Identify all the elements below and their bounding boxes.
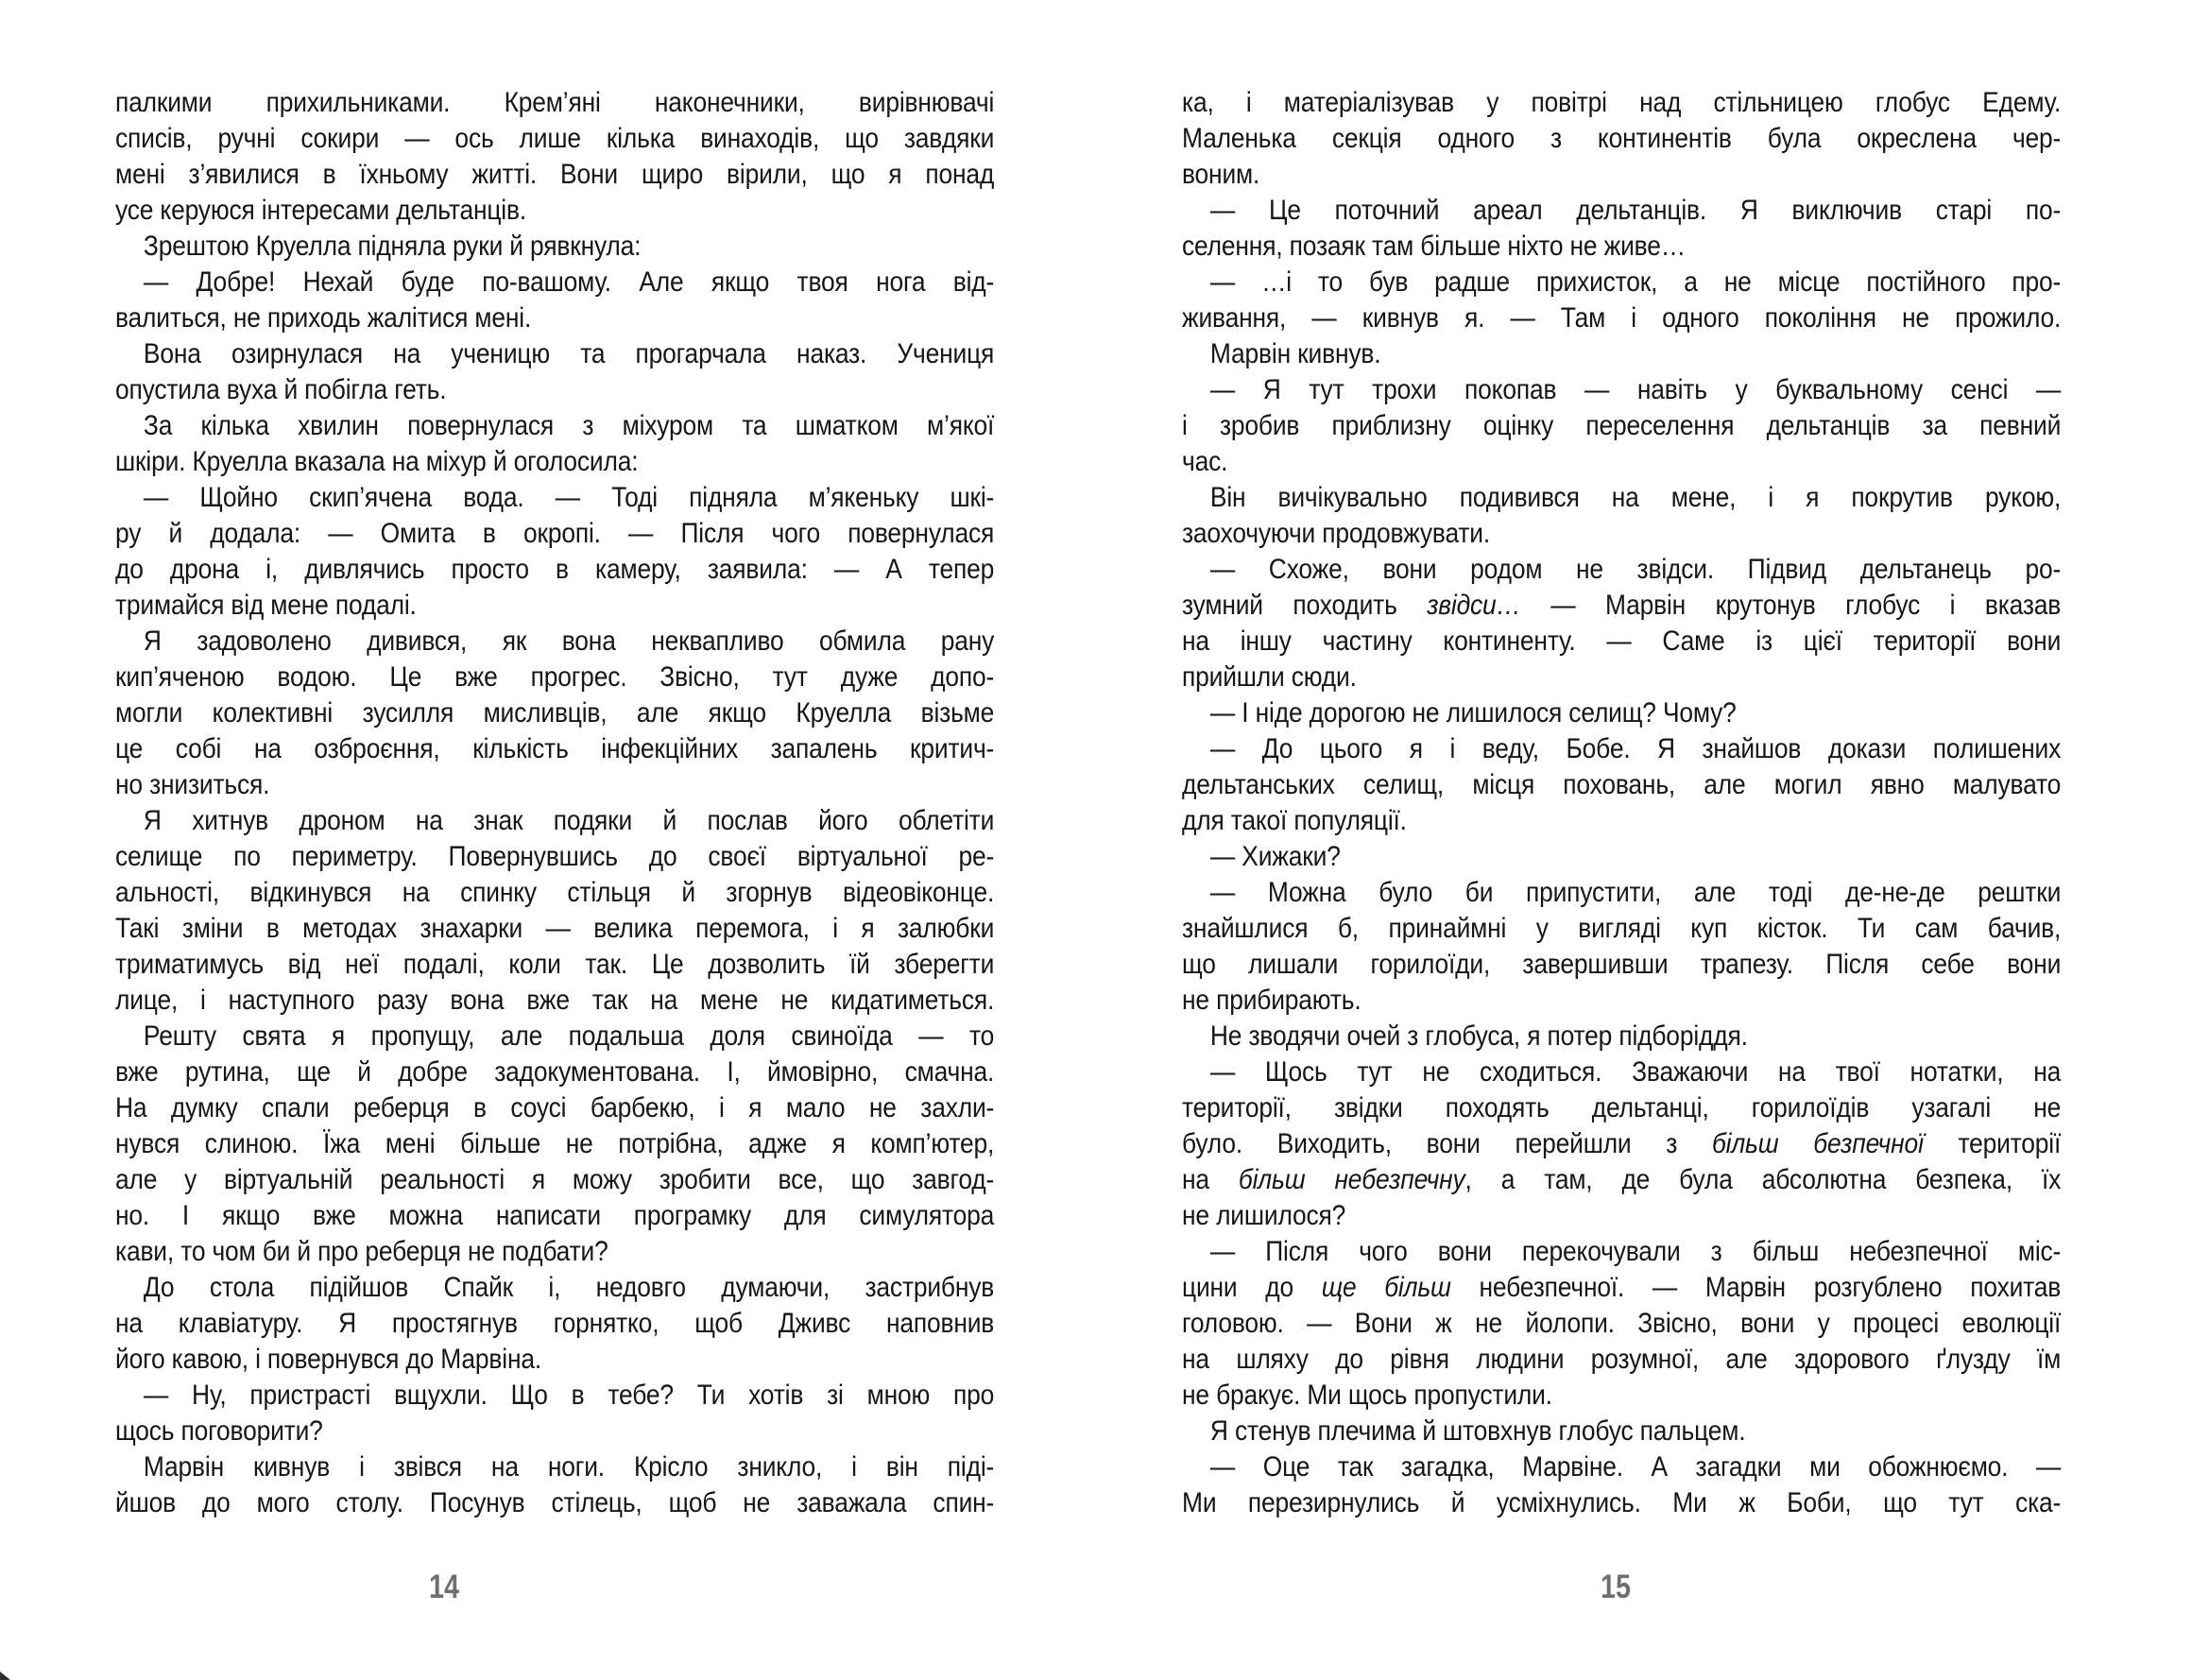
text-line: опустила вуха й побігла геть. xyxy=(115,374,447,405)
text-line: було. Виходить, вони перейшли з більш безпечної території xyxy=(1182,1128,2062,1159)
text-line: на клавіатуру. Я простягнув горнятко, щоб Дживс наповнив xyxy=(115,1308,995,1339)
text-line: — І ніде дорогою не лишилося селищ? Чому? xyxy=(1209,697,1737,729)
text-line: не лишилося? xyxy=(1182,1200,1346,1231)
text-line: — Це поточний ареал дельтанців. Я виключив старі по- xyxy=(1209,195,2062,226)
text-line: — Щойно скип’ячена вода. — Тоді підняла м’якеньку шкі- xyxy=(143,482,995,513)
text-line: Марвін кивнув і звівся на ноги. Крісло зникло, і він піді- xyxy=(143,1451,995,1483)
page-left-text-column xyxy=(115,85,994,1521)
page-number-right: 15 xyxy=(1601,1569,1631,1605)
text-line: на шляху до рівня людини розумної, але здорового ґлузду їм xyxy=(1182,1344,2062,1375)
text-line: на більш небезпечну, а там, де була абсолютна безпека, їх xyxy=(1182,1164,2062,1195)
text-line: — Після чого вони перекочували з більш небезпечної міс- xyxy=(1209,1236,2062,1267)
text-line: селище по периметру. Повернувшись до своєї віртуальної ре- xyxy=(115,841,995,872)
text-line: За кілька хвилин повернулася з міхуром та шматком м’якої xyxy=(143,410,995,441)
text-line: воним. xyxy=(1182,159,1260,190)
text-line: Марвін кивнув. xyxy=(1209,338,1381,369)
text-line: на іншу частину континенту. — Саме із цієї території вони xyxy=(1182,626,2062,657)
text-line: живання, — кивнув я. — Там і одного покоління не прожило. xyxy=(1182,302,2062,334)
text-line: але у віртуальній реальності я можу зробити все, що завгод- xyxy=(115,1164,995,1195)
text-line: Не зводячи очей з глобуса, я потер підборіддя. xyxy=(1209,1020,1748,1052)
text-line: не бракує. Ми щось пропустили. xyxy=(1182,1380,1552,1411)
page-right-text-column xyxy=(1182,85,2061,1521)
text-line: що лишали горилоїди, завершивши трапезу. Після себе вони xyxy=(1182,949,2062,980)
text-line: — Можна було би припустити, але тоді де-не-де рештки xyxy=(1209,877,2062,908)
text-line: його кавою, і повернувся до Марвіна. xyxy=(115,1344,542,1375)
text-line: но знизиться. xyxy=(115,769,270,800)
text-line: кип’яченою водою. Це вже прогрес. Звісно, тут дуже допо- xyxy=(115,661,995,693)
text-line: триматимусь від неї подалі, коли так. Це дозволить їй зберегти xyxy=(115,949,995,980)
text-line: нувся слиною. Їжа мені більше не потрібна, адже я комп’ютер, xyxy=(115,1128,995,1159)
text-line: йшов до мого столу. Посунув стілець, щоб не заважала спин- xyxy=(115,1487,995,1518)
text-line: До стола підійшов Спайк і, недовго думаючи, застрибнув xyxy=(143,1272,995,1303)
text-line: дельтанських селищ, місця поховань, але могил явно малувато xyxy=(1182,769,2062,800)
text-line: прийшли сюди. xyxy=(1182,661,1357,693)
text-line: мені з’явилися в їхньому житті. Вони щиро вірили, що я понад xyxy=(115,159,995,190)
text-line: валиться, не приходь жалітися мені. xyxy=(115,302,532,334)
text-line: тримайся від мене подалі. xyxy=(115,590,417,621)
text-line: Зрештою Круелла підняла руки й рявкнула: xyxy=(143,231,642,262)
text-line: зумний походить звідси… — Марвін крутонув глобус і вказав xyxy=(1182,590,2062,621)
text-line: лице, і наступного разу вона вже так на мене не кидатиметься. xyxy=(115,985,995,1016)
text-line: — Оце так загадка, Марвіне. А загадки ми обожнюємо. — xyxy=(1209,1451,2062,1483)
text-line: Ми перезирнулись й усміхнулись. Ми ж Боби, що тут ска- xyxy=(1182,1487,2062,1518)
text-line: Вона озирнулася на ученицю та прогарчала наказ. Учениця xyxy=(143,338,995,369)
corner-crop-mark xyxy=(0,1671,10,1680)
text-line: Маленька секція одного з континентів була окреслена чер- xyxy=(1182,123,2062,154)
text-line: території, звідки походять дельтанці, горилоїдів узагалі не xyxy=(1182,1092,2062,1123)
text-line: — Хижаки? xyxy=(1209,841,1341,872)
text-line: шкіри. Круелла вказала на міхур й оголосила: xyxy=(115,446,639,477)
text-line: головою. — Вони ж не йолопи. Звісно, вони у процесі еволюції xyxy=(1182,1308,2062,1339)
page-number-left: 14 xyxy=(429,1569,459,1605)
text-line: списів, ручні сокири — ось лише кілька винаходів, що завдяки xyxy=(115,123,995,154)
text-line: не прибирають. xyxy=(1182,985,1361,1016)
text-line: Такі зміни в методах знахарки — велика перемога, і я залюбки xyxy=(115,913,995,944)
text-line: — До цього я і веду, Бобе. Я знайшов докази полишених xyxy=(1209,733,2062,764)
text-line: усе керуюся інтересами дельтанців. xyxy=(115,195,526,226)
text-line: щось поговорити? xyxy=(115,1415,323,1447)
text-line: ка, і матеріалізував у повітрі над стільницею глобус Едему. xyxy=(1182,87,2062,118)
text-line: На думку спали реберця в соусі барбекю, і я мало не захли- xyxy=(115,1092,995,1123)
text-line: цини до ще більш небезпечної. — Марвін розгублено похитав xyxy=(1182,1272,2062,1303)
text-line: час. xyxy=(1182,446,1228,477)
text-line: селення, позаяк там більше ніхто не живе… xyxy=(1182,231,1686,262)
text-line: і зробив приблизну оцінку переселення дельтанців за певний xyxy=(1182,410,2062,441)
text-line: це собі на озброєння, кількість інфекційних запалень критич- xyxy=(115,733,995,764)
text-line: кави, то чом би й про реберця не подбати? xyxy=(115,1236,608,1267)
text-line: но. І якщо вже можна написати програмку для симулятора xyxy=(115,1200,995,1231)
text-line: ру й додала: — Омита в окропі. — Після чого повернулася xyxy=(115,518,995,549)
text-line: Він вичікувально подивився на мене, і я покрутив рукою, xyxy=(1209,482,2062,513)
text-line: — …і то був радше прихисток, а не місце постійного про- xyxy=(1209,266,2062,298)
text-line: — Ну, пристрасті вщухли. Що в тебе? Ти хотів зі мною про xyxy=(143,1380,995,1411)
text-line: могли колективні зусилля мисливців, але якщо Круелла візьме xyxy=(115,697,995,729)
text-line: Я задоволено дивився, як вона неквапливо обмила рану xyxy=(143,626,995,657)
text-line: альності, відкинувся на спинку стільця й згорнув відеовіконце. xyxy=(115,877,995,908)
text-line: — Схоже, вони родом не звідси. Підвид дельтанець ро- xyxy=(1209,554,2062,585)
text-line: Я хитнув дроном на знак подяки й послав його облетіти xyxy=(143,805,995,836)
text-line: вже рутина, ще й добре задокументована. І, ймовірно, смачна. xyxy=(115,1056,995,1088)
text-line: — Добре! Нехай буде по-вашому. Але якщо твоя нога від- xyxy=(143,266,995,298)
text-line: Решту свята я пропущу, але подальша доля свиноїда — то xyxy=(143,1020,995,1052)
text-line: знайшлися б, принаймні у вигляді куп кісток. Ти сам бачив, xyxy=(1182,913,2062,944)
text-line: для такої популяції. xyxy=(1182,805,1407,836)
text-line: Я стенув плечима й штовхнув глобус пальцем. xyxy=(1209,1415,1746,1447)
text-line: — Щось тут не сходиться. Зважаючи на твої нотатки, на xyxy=(1209,1056,2062,1088)
text-line: — Я тут трохи покопав — навіть у буквальному сенсі — xyxy=(1209,374,2062,405)
text-line: палкими прихильниками. Крем’яні наконечники, вирівнювачі xyxy=(115,87,995,118)
text-line: до дрона і, дивлячись просто в камеру, заявила: — А тепер xyxy=(115,554,995,585)
text-line: заохочуючи продовжувати. xyxy=(1182,518,1491,549)
